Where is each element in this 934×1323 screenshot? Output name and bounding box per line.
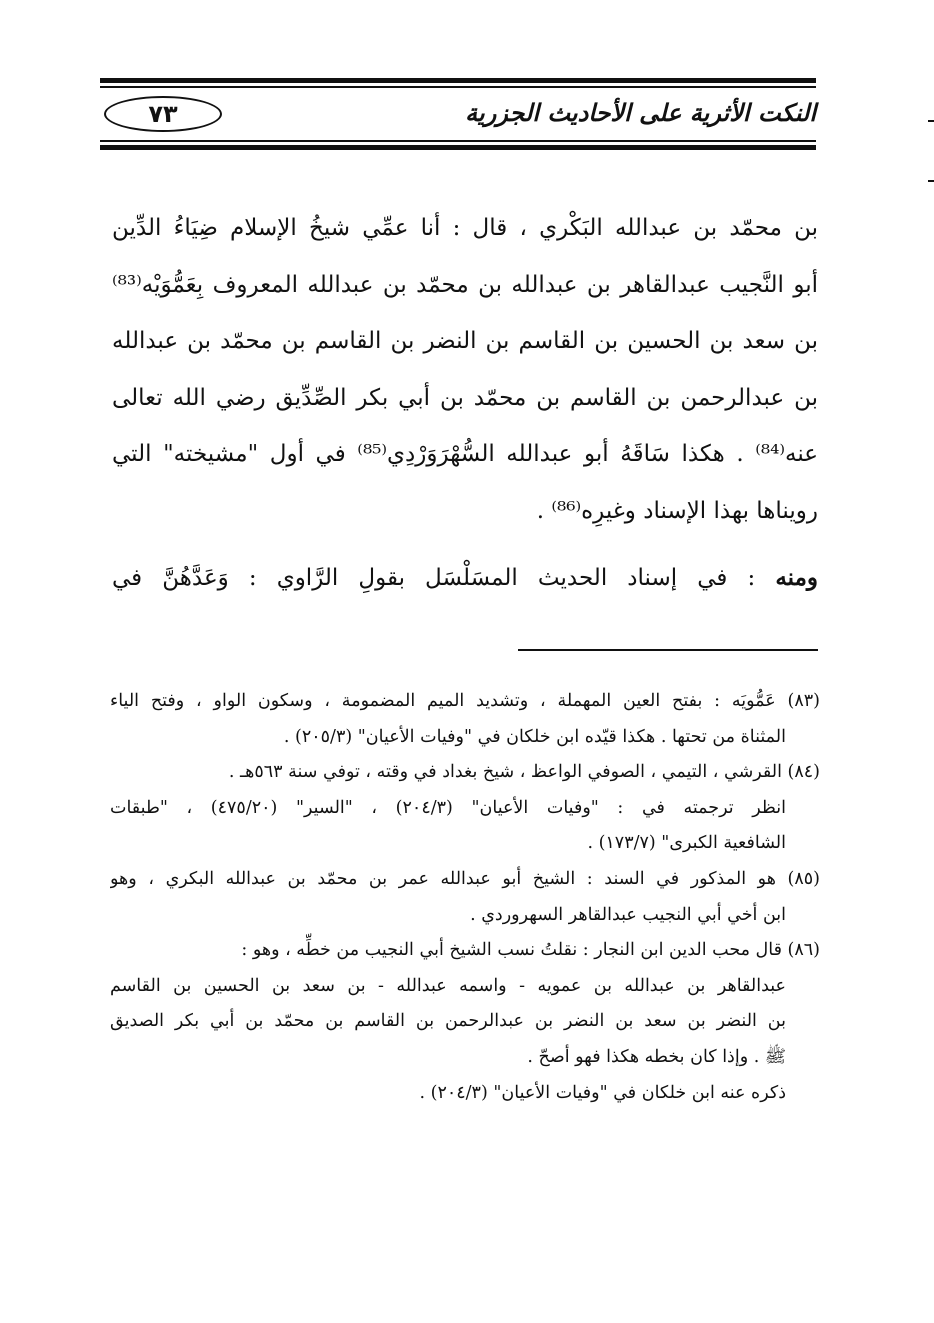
page-number — [104, 96, 222, 132]
edge-mark — [928, 180, 934, 182]
text-line: بن محمّد بن عبدالله البَكْري ، قال : أنا عمِّي شيخُ الإسلام ضِيَاءُ الدِّين — [112, 215, 818, 241]
footnote-85 — [110, 862, 820, 933]
footnotes — [110, 684, 820, 1111]
footnote-line: (٨٥) هو المذكور في السند : الشيخ أبو عبدالله عمر بن محمّد بن عبدالله البكري ، وهو — [110, 868, 820, 889]
running-title: النكت الأثرية على الأحاديث الجزرية — [465, 98, 816, 127]
main-text — [112, 200, 818, 539]
text-line: رويناها بهذا الإسناد وغيرِه⁽⁸⁶⁾ . — [536, 497, 818, 524]
page-number-text: ٧٣ — [148, 100, 178, 128]
footnote-86 — [110, 933, 820, 1111]
header-bottom-rule — [100, 145, 816, 150]
footnote-line: ذكره عنه ابن خلكان في "وفيات الأعيان" (٢٠٤/٣) . — [419, 1082, 786, 1103]
footnote-83 — [110, 684, 820, 755]
footnote-line: (٨٤) القرشي ، التيمي ، الصوفي الواعظ ، شيخ بغداد في وقته ، توفي سنة ٥٦٣هـ . — [228, 762, 820, 783]
section-lead: ومنه — [775, 564, 818, 591]
section-text: : في إسناد الحديث المسَلْسَل بقولِ الرَّاوي : وَعَدَّهُنَّ في — [112, 565, 756, 591]
header-top-thin-rule — [100, 86, 816, 88]
text-line: بن عبدالرحمن بن القاسم بن محمّد بن أبي بكر الصِّدِّيق رضي الله تعالى — [112, 384, 818, 411]
footnote-line: عبدالقاهر بن عبدالله بن عمويه - واسمه عبدالله - بن سعد بن الحسين بن القاسم — [110, 975, 786, 996]
footnote-line: (٨٦) قال محب الدين ابن النجار : نقلتُ نسب الشيخ أبي النجيب من خطِّه ، وهو : — [241, 940, 820, 961]
header-top-rule — [100, 78, 816, 83]
footnote-line: انظر ترجمته في : "وفيات الأعيان" (٢٠٤/٣) ، "السير" (٤٧٥/٢٠) ، "طبقات — [110, 797, 786, 818]
edge-mark — [928, 120, 934, 122]
footnote-84 — [110, 755, 820, 862]
footnote-separator — [518, 649, 818, 651]
text-line: أبو النَّجيب عبدالقاهر بن عبدالله بن محمّد بن عبدالله المعروف بِعَمُّوَيْه⁽⁸³⁾ — [112, 271, 818, 298]
footnote-line: ﷺ . وإذا كان بخطه هكذا فهو أصحّ . — [527, 1046, 786, 1067]
text-line: عنه⁽⁸⁴⁾ . هكذا سَاقَهُ أبو عبدالله السُّهْرَوَرْدِي⁽⁸⁵⁾ في أول "مشيخته" التي — [112, 441, 818, 467]
footnote-line: (٨٣) عَمُّويَه : بفتح العين المهملة ، وتشديد الميم المضمومة ، وسكون الواو ، وفتح الياء — [110, 691, 820, 711]
section-line — [112, 550, 818, 606]
footnote-line: المثناة من تحتها . هكذا قيّده ابن خلكان في "وفيات الأعيان" (٢٠٥/٣) . — [283, 726, 786, 747]
text-line: بن سعد بن الحسين بن القاسم بن النضر بن القاسم بن محمّد بن عبدالله — [112, 328, 818, 354]
footnote-line: بن النضر بن سعد بن النضر بن عبدالرحمن بن القاسم بن محمّد بن أبي بكر الصديق — [110, 1011, 786, 1032]
footnote-line: الشافعية الكبرى" (١٧٣/٧) . — [587, 833, 786, 854]
header-bottom-thin-rule — [100, 140, 816, 142]
footnote-line: ابن أخي أبي النجيب عبدالقاهر السهروردي . — [470, 904, 786, 925]
